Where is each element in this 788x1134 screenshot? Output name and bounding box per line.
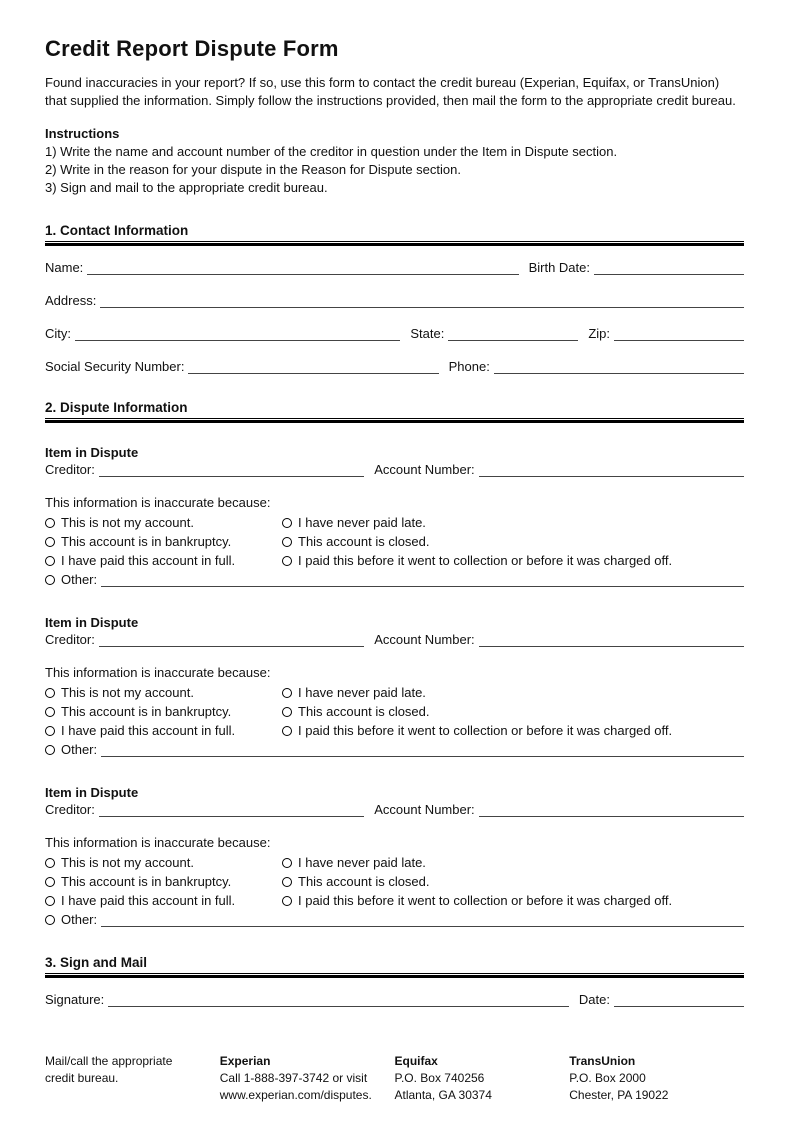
city-state-zip-row (45, 326, 744, 341)
item-in-dispute-block-2 (45, 615, 744, 757)
ssn-phone-row (45, 359, 744, 374)
contact-section-heading: 1. Contact Information (45, 223, 744, 242)
instruction-step-1: 1) Write the name and account number of the creditor in question under the Item in Dispute section. (45, 143, 618, 159)
bureau-equifax (395, 1053, 570, 1103)
radio-icon[interactable] (282, 688, 292, 698)
bureau-experian (220, 1053, 395, 1103)
item-in-dispute-block-1 (45, 445, 744, 587)
date-field[interactable] (614, 992, 744, 1007)
city-field[interactable] (75, 326, 400, 341)
instruction-step-3: 3) Sign and mail to the appropriate credit bureau. (45, 180, 328, 196)
dispute-information-section (45, 400, 744, 927)
bureau-footer (45, 1053, 744, 1103)
option-label: I have paid this account in full. (61, 723, 236, 739)
option-label: I paid this before it went to collection or before it was charged off. (298, 553, 673, 569)
dispute-options (45, 685, 744, 738)
option-not-my-account[interactable] (45, 515, 282, 530)
radio-icon[interactable] (45, 575, 55, 585)
instructions-heading: Instructions (45, 125, 120, 141)
radio-icon[interactable] (45, 688, 55, 698)
creditor-field[interactable] (99, 802, 364, 817)
other-label: Other: (61, 912, 98, 928)
option-paid-before-collection[interactable] (282, 893, 744, 908)
radio-icon[interactable] (282, 896, 292, 906)
option-paid-in-full[interactable] (45, 553, 282, 568)
option-paid-in-full[interactable] (45, 723, 282, 738)
creditor-label: Creditor: (45, 802, 95, 818)
dispute-section-heading: 2. Dispute Information (45, 400, 744, 419)
radio-icon[interactable] (282, 877, 292, 887)
option-label: This account is closed. (298, 704, 430, 720)
option-paid-before-collection[interactable] (282, 553, 744, 568)
bureau-name: TransUnion (569, 1054, 636, 1069)
zip-label: Zip: (588, 326, 610, 342)
inaccurate-because-label: This information is inaccurate because: (45, 495, 271, 511)
bureau-contact-line-2: www.experian.com/disputes. (219, 1088, 372, 1103)
bureau-contact-line-1: P.O. Box 2000 (569, 1071, 646, 1086)
option-account-closed[interactable] (282, 874, 744, 889)
radio-icon[interactable] (282, 518, 292, 528)
option-label: This account is closed. (298, 534, 430, 550)
option-label: I paid this before it went to collection or before it was charged off. (298, 723, 673, 739)
option-label: I have never paid late. (298, 855, 426, 871)
option-never-paid-late[interactable] (282, 685, 744, 700)
bureau-name: Equifax (394, 1054, 438, 1069)
radio-icon[interactable] (45, 896, 55, 906)
option-never-paid-late[interactable] (282, 515, 744, 530)
address-label: Address: (45, 293, 97, 309)
account-number-label: Account Number: (374, 802, 475, 818)
section-rule (45, 243, 744, 246)
dispute-options (45, 855, 744, 908)
other-field[interactable] (101, 912, 744, 927)
item-heading: Item in Dispute (45, 615, 139, 631)
option-in-bankruptcy[interactable] (45, 874, 282, 889)
other-field[interactable] (101, 742, 744, 757)
state-label: State: (410, 326, 445, 342)
page-title: Credit Report Dispute Form (45, 36, 339, 61)
creditor-field[interactable] (99, 462, 364, 477)
option-not-my-account[interactable] (45, 685, 282, 700)
radio-icon[interactable] (282, 726, 292, 736)
zip-field[interactable] (614, 326, 744, 341)
inaccurate-because-label: This information is inaccurate because: (45, 835, 271, 851)
option-label: This account is in bankruptcy. (61, 874, 232, 890)
radio-icon[interactable] (45, 858, 55, 868)
option-label: This account is closed. (298, 874, 430, 890)
creditor-account-row (45, 632, 744, 647)
footer-note (45, 1053, 220, 1103)
option-label: This is not my account. (61, 515, 194, 531)
radio-icon[interactable] (45, 518, 55, 528)
other-label: Other: (61, 572, 98, 588)
footer-note-line-1: Mail/call the appropriate (45, 1054, 173, 1069)
sign-section-heading: 3. Sign and Mail (45, 955, 744, 974)
state-field[interactable] (448, 326, 578, 341)
radio-icon[interactable] (45, 915, 55, 925)
item-in-dispute-block-3 (45, 785, 744, 927)
account-number-label: Account Number: (374, 632, 475, 648)
option-in-bankruptcy[interactable] (45, 704, 282, 719)
option-in-bankruptcy[interactable] (45, 534, 282, 549)
date-label: Date: (578, 992, 610, 1008)
option-other[interactable] (45, 912, 744, 927)
option-label: I paid this before it went to collection or before it was charged off. (298, 893, 673, 909)
signature-field[interactable] (108, 992, 569, 1007)
dispute-options (45, 515, 744, 568)
signature-row (45, 992, 744, 1007)
ssn-field[interactable] (188, 359, 438, 374)
radio-icon[interactable] (45, 537, 55, 547)
address-field[interactable] (100, 293, 744, 308)
radio-icon[interactable] (45, 745, 55, 755)
option-account-closed[interactable] (282, 704, 744, 719)
creditor-label: Creditor: (45, 632, 95, 648)
intro-text: Found inaccuracies in your report? If so, use this form to contact the credit bureau (Experian, Equifax, or TransUnion) that supplied the information. Simply follow the instructions provided, then mail the form to the appropriate credit bureau. (45, 75, 736, 108)
bureau-name: Experian (219, 1054, 271, 1069)
contact-information-section (45, 223, 744, 374)
bureau-contact-line-2: Chester, PA 19022 (569, 1088, 669, 1103)
section-rule (45, 420, 744, 423)
radio-icon[interactable] (282, 537, 292, 547)
radio-icon[interactable] (45, 877, 55, 887)
creditor-field[interactable] (99, 632, 364, 647)
account-number-field[interactable] (479, 802, 744, 817)
bureau-contact-line-2: Atlanta, GA 30374 (394, 1088, 492, 1103)
option-label: I have never paid late. (298, 515, 426, 531)
sign-and-mail-section (45, 955, 744, 1007)
other-field[interactable] (101, 572, 744, 587)
city-label: City: (45, 326, 71, 342)
instruction-step-2: 2) Write in the reason for your dispute in the Reason for Dispute section. (45, 162, 461, 178)
birth-date-label: Birth Date: (528, 260, 590, 276)
footer-note-line-2: credit bureau. (45, 1071, 119, 1086)
section-rule (45, 975, 744, 978)
option-not-my-account[interactable] (45, 855, 282, 870)
option-label: I have paid this account in full. (61, 893, 236, 909)
option-never-paid-late[interactable] (282, 855, 744, 870)
bureau-contact-line-1: P.O. Box 740256 (394, 1071, 485, 1086)
phone-label: Phone: (448, 359, 490, 375)
address-row (45, 293, 744, 308)
option-label: I have never paid late. (298, 685, 426, 701)
creditor-account-row (45, 802, 744, 817)
account-number-field[interactable] (479, 632, 744, 647)
name-label: Name: (45, 260, 84, 276)
option-label: This is not my account. (61, 685, 194, 701)
creditor-label: Creditor: (45, 462, 95, 478)
phone-field[interactable] (494, 359, 744, 374)
birth-date-field[interactable] (594, 260, 744, 275)
radio-icon[interactable] (282, 707, 292, 717)
radio-icon[interactable] (282, 556, 292, 566)
option-label: I have paid this account in full. (61, 553, 236, 569)
option-paid-before-collection[interactable] (282, 723, 744, 738)
item-heading: Item in Dispute (45, 445, 139, 461)
option-label: This account is in bankruptcy. (61, 704, 232, 720)
option-paid-in-full[interactable] (45, 893, 282, 908)
option-account-closed[interactable] (282, 534, 744, 549)
radio-icon[interactable] (45, 707, 55, 717)
option-other[interactable] (45, 742, 744, 757)
creditor-account-row (45, 462, 744, 477)
option-label: This is not my account. (61, 855, 194, 871)
bureau-contact-line-1: Call 1-888-397-3742 or visit (219, 1071, 368, 1086)
ssn-label: Social Security Number: (45, 359, 185, 375)
account-number-label: Account Number: (374, 462, 475, 478)
item-heading: Item in Dispute (45, 785, 139, 801)
bureau-transunion (569, 1053, 744, 1103)
instructions-section (45, 126, 744, 198)
inaccurate-because-label: This information is inaccurate because: (45, 665, 271, 681)
other-label: Other: (61, 742, 98, 758)
option-other[interactable] (45, 572, 744, 587)
signature-label: Signature: (45, 992, 105, 1008)
name-row (45, 260, 744, 275)
radio-icon[interactable] (45, 556, 55, 566)
radio-icon[interactable] (282, 858, 292, 868)
name-field[interactable] (87, 260, 518, 275)
option-label: This account is in bankruptcy. (61, 534, 232, 550)
radio-icon[interactable] (45, 726, 55, 736)
account-number-field[interactable] (479, 462, 744, 477)
